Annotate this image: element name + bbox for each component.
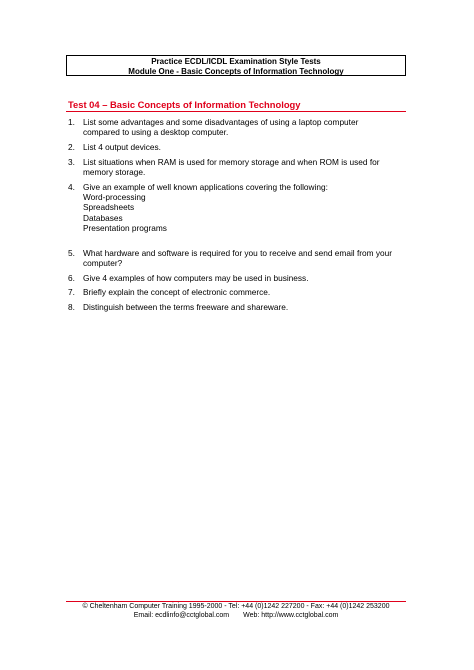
question-text: List 4 output devices.	[83, 141, 161, 152]
question-text: Briefly explain the concept of electronic commerce.	[83, 287, 271, 298]
question-number: 6.	[68, 272, 75, 283]
question-item	[68, 157, 413, 178]
section-divider	[66, 111, 406, 112]
question-subitem: Presentation programs	[83, 222, 167, 233]
question-item	[68, 302, 413, 312]
question-text: memory storage.	[83, 166, 146, 177]
question-number: 2.	[68, 141, 75, 152]
question-item	[68, 273, 413, 283]
header-box	[66, 55, 406, 76]
question-number: 7.	[68, 287, 75, 298]
question-text: List some advantages and some disadvantages of using a laptop computer	[83, 117, 359, 127]
footer-copyright: © Cheltenham Computer Training 1995-2000 - Tel: +44 (0)1242 227200 - Fax: +44 (0)1242 253200	[82, 603, 390, 610]
footer-contact	[66, 611, 406, 620]
question-text: Give 4 examples of how computers may be used in business.	[83, 272, 309, 283]
question-text: List situations when RAM is used for memory storage and when ROM is used for	[83, 156, 380, 167]
question-text: What hardware and software is required for you to receive and send email from your	[83, 247, 392, 258]
question-number: 8.	[68, 302, 75, 312]
footer-web: Web: http://www.cctglobal.com	[243, 612, 339, 620]
header-title-line1: Practice ECDL/ICDL Examination Style Tests	[151, 57, 321, 66]
question-item	[68, 117, 413, 138]
question-subitem: Word-processing	[83, 191, 146, 202]
header-title-line2: Module One - Basic Concepts of Information Technology	[128, 66, 344, 76]
question-item	[68, 287, 413, 297]
question-number: 5.	[68, 247, 75, 258]
question-number: 3.	[68, 156, 75, 167]
footer	[66, 602, 406, 620]
question-text: computer?	[83, 257, 123, 268]
question-item	[68, 142, 413, 152]
question-text: Distinguish between the terms freeware and shareware.	[83, 302, 289, 312]
question-item	[68, 248, 413, 269]
question-number: 4.	[68, 181, 75, 192]
question-number: 1.	[68, 117, 75, 127]
section-title: Test 04 – Basic Concepts of Information Technology	[68, 99, 301, 110]
question-list	[68, 117, 413, 317]
question-subitem: Spreadsheets	[83, 202, 135, 213]
footer-email: Email: ecdlinfo@cctglobal.com	[133, 612, 230, 620]
question-subitem: Databases	[83, 212, 123, 223]
question-text: compared to using a desktop computer.	[83, 127, 229, 138]
question-text: Give an example of well known applications covering the following:	[83, 181, 328, 192]
question-item	[68, 182, 413, 233]
